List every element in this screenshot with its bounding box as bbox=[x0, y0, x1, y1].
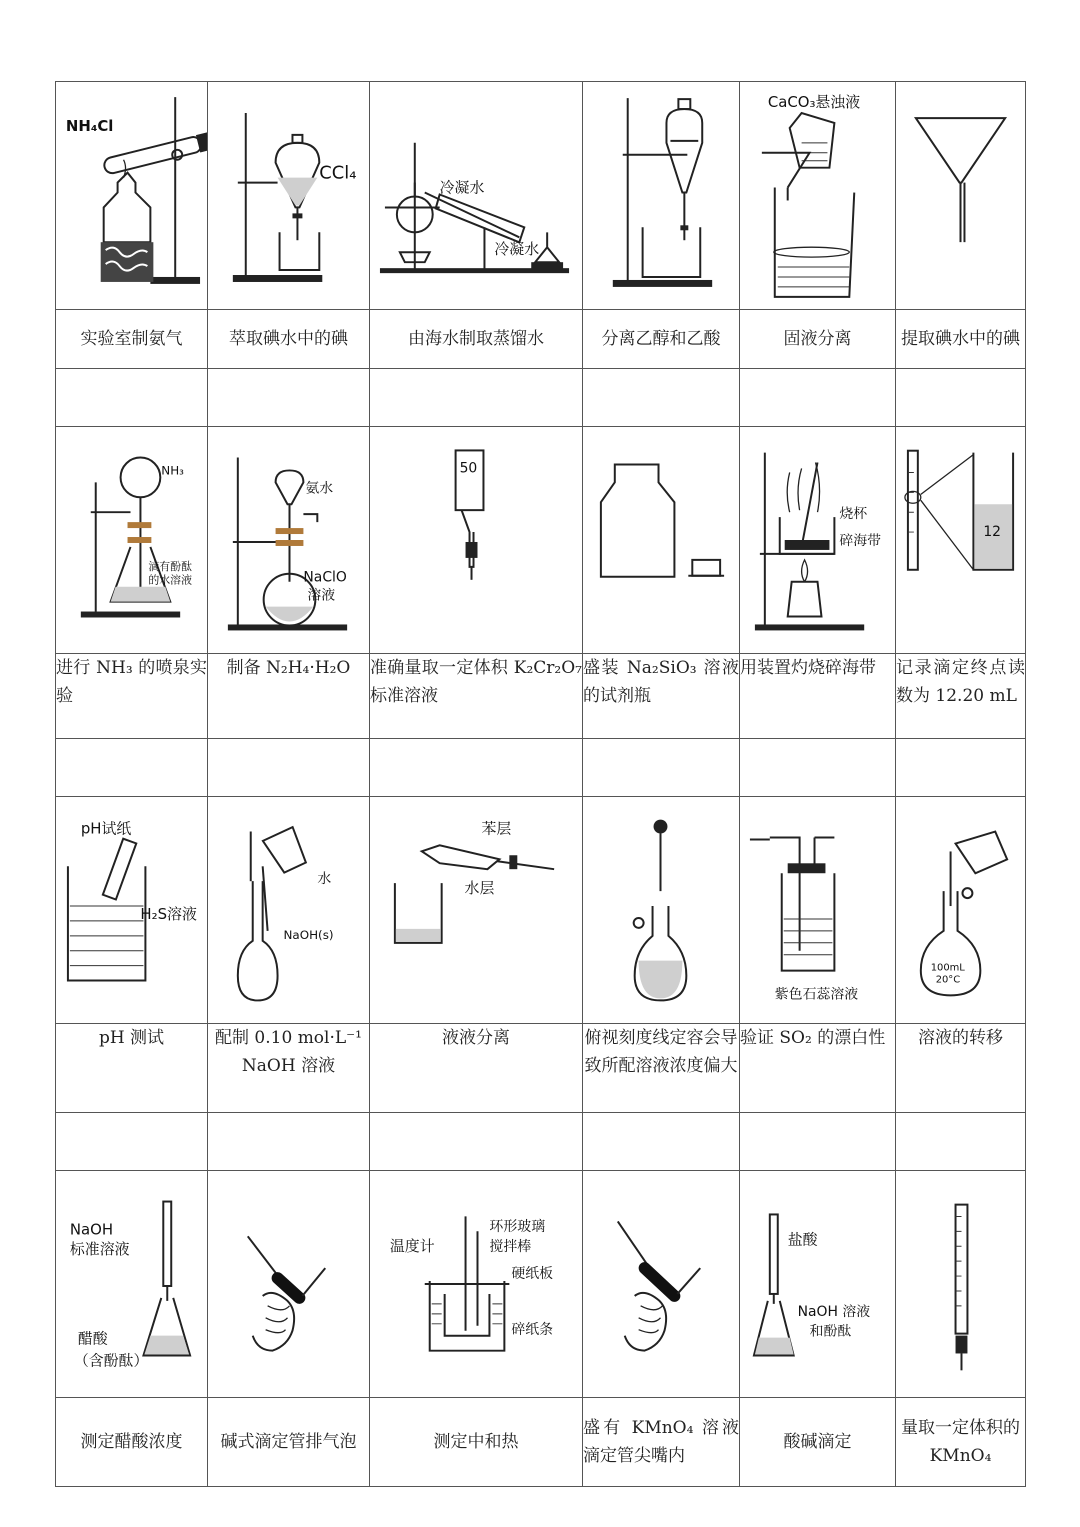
apparatus-measure-kmno4 bbox=[896, 1171, 1026, 1398]
caption-na2sio3-bottle: 盛装 Na₂SiO₃ 溶液的试剂瓶 bbox=[583, 654, 740, 739]
label-water-solution: 的水溶液 bbox=[148, 573, 193, 587]
label-condenser-out: 冷凝水 bbox=[494, 239, 540, 258]
empty-cell bbox=[56, 369, 208, 427]
label-ccl4: CCl₄ bbox=[319, 162, 357, 184]
caption-constant-volume: 俯视刻度线定容会导致所配溶液浓度偏大 bbox=[583, 1024, 740, 1113]
label-stir-rod: 搅拌棒 bbox=[489, 1239, 532, 1256]
apparatus-volumetric-flask-reading bbox=[583, 797, 740, 1024]
experiment-table-sheet bbox=[55, 81, 1025, 1487]
label-naclo: NaClO bbox=[303, 569, 347, 586]
empty-cell bbox=[896, 739, 1026, 797]
apparatus-so2-bleaching bbox=[740, 797, 896, 1024]
apparatus-distillation bbox=[370, 82, 583, 310]
label-ph-paper: pH试纸 bbox=[80, 819, 132, 838]
apparatus-ammonia-prep bbox=[56, 82, 208, 310]
label-naoh-solution: NaOH 溶液 bbox=[797, 1303, 871, 1320]
empty-cell bbox=[583, 1113, 740, 1171]
label-100ml: 100mL bbox=[930, 962, 965, 974]
caption-prepare-naoh: 配制 0.10 mol·L⁻¹ NaOH 溶液 bbox=[208, 1024, 370, 1113]
label-benzene-layer: 苯层 bbox=[481, 819, 512, 838]
label-with-phenolphthalein: （含酚酞） bbox=[73, 1351, 149, 1370]
apparatus-fountain-experiment bbox=[56, 427, 208, 654]
caption-measure-k2cr2o7: 准确量取一定体积 K₂Cr₂O₇ 标准溶液 bbox=[370, 654, 583, 739]
empty-cell bbox=[583, 369, 740, 427]
label-h2s-solution: H₂S溶液 bbox=[140, 904, 197, 923]
apparatus-acid-burette-50 bbox=[370, 427, 583, 654]
empty-cell bbox=[740, 369, 896, 427]
label-seaweed: 碎海带 bbox=[839, 532, 882, 549]
empty-cell bbox=[208, 1113, 370, 1171]
apparatus-liquid-separation bbox=[370, 797, 583, 1024]
empty-cell bbox=[896, 369, 1026, 427]
caption-n2h4-prep: 制备 N₂H₄·H₂O bbox=[208, 654, 370, 739]
label-reading-12: 12 bbox=[983, 524, 1001, 541]
caption-titration-reading: 记录滴定终点读数为 12.20 mL bbox=[896, 654, 1026, 739]
caption-ammonia-prep: 实验室制氨气 bbox=[56, 310, 208, 369]
label-phenolphthalein: 滴有酚酞 bbox=[148, 559, 193, 573]
apparatus-base-burette-bubble bbox=[208, 1171, 370, 1398]
empty-cell bbox=[56, 739, 208, 797]
label-nh3: NH₃ bbox=[161, 463, 184, 478]
label-standard-solution: 标准溶液 bbox=[69, 1240, 130, 1259]
apparatus-separatory-funnel-stand bbox=[583, 82, 740, 310]
label-litmus: 紫色石蕊溶液 bbox=[774, 986, 859, 1003]
empty-cell bbox=[370, 739, 583, 797]
caption-acetic-acid-titration: 测定醋酸浓度 bbox=[56, 1398, 208, 1487]
label-caco3-suspension: CaCO₃悬浊液 bbox=[767, 92, 861, 111]
apparatus-kmno4-burette-tip bbox=[583, 1171, 740, 1398]
caption-burn-seaweed: 用装置灼烧碎海带 bbox=[740, 654, 896, 739]
apparatus-separatory-funnel-ccl4 bbox=[208, 82, 370, 310]
apparatus-funnel bbox=[896, 82, 1026, 310]
apparatus-ph-test bbox=[56, 797, 208, 1024]
label-water-layer: 水层 bbox=[464, 879, 495, 898]
empty-cell bbox=[208, 739, 370, 797]
label-20c: 20°C bbox=[935, 974, 961, 986]
empty-cell bbox=[370, 369, 583, 427]
apparatus-prepare-naoh bbox=[208, 797, 370, 1024]
label-cardboard: 硬纸板 bbox=[511, 1266, 554, 1283]
caption-neutralization-heat: 测定中和热 bbox=[370, 1398, 583, 1487]
label-condenser-in: 冷凝水 bbox=[439, 178, 485, 197]
empty-cell bbox=[740, 1113, 896, 1171]
label-and-phenolphthalein: 和酚酞 bbox=[809, 1323, 852, 1340]
caption-so2-bleaching: 验证 SO₂ 的漂白性 bbox=[740, 1024, 896, 1113]
empty-cell bbox=[896, 1113, 1026, 1171]
caption-ph-test: pH 测试 bbox=[56, 1024, 208, 1113]
apparatus-burn-seaweed bbox=[740, 427, 896, 654]
label-paper-scraps: 碎纸条 bbox=[511, 1321, 554, 1338]
label-acetic-acid: 醋酸 bbox=[77, 1329, 108, 1348]
experiment-grid bbox=[55, 81, 1026, 1487]
label-beaker: 烧杯 bbox=[839, 506, 868, 523]
empty-cell bbox=[370, 1113, 583, 1171]
caption-fountain-experiment: 进行 NH₃ 的喷泉实验 bbox=[56, 654, 208, 739]
apparatus-acid-base-titration bbox=[740, 1171, 896, 1398]
label-naoh-solid: NaOH(s) bbox=[283, 927, 334, 942]
caption-liquid-separation: 液液分离 bbox=[370, 1024, 583, 1113]
apparatus-neutralization-heat bbox=[370, 1171, 583, 1398]
caption-measure-kmno4: 量取一定体积的 KMnO₄ bbox=[896, 1398, 1026, 1487]
empty-cell bbox=[208, 369, 370, 427]
label-ring-glass: 环形玻璃 bbox=[489, 1219, 546, 1236]
caption-extract-iodine: 萃取碘水中的碘 bbox=[208, 310, 370, 369]
label-thermometer: 温度计 bbox=[389, 1237, 435, 1256]
label-water: 水 bbox=[317, 871, 332, 888]
apparatus-filtration bbox=[740, 82, 896, 310]
empty-cell bbox=[56, 1113, 208, 1171]
label-solution: 溶液 bbox=[307, 587, 336, 604]
label-burette-50: 50 bbox=[459, 460, 478, 477]
apparatus-reagent-bottle bbox=[583, 427, 740, 654]
label-ammonia-water: 氨水 bbox=[305, 480, 334, 497]
caption-solution-transfer: 溶液的转移 bbox=[896, 1024, 1026, 1113]
apparatus-acetic-acid-titration bbox=[56, 1171, 208, 1398]
caption-kmno4-burette-tip: 盛有 KMnO₄ 溶液滴定管尖嘴内 bbox=[583, 1398, 740, 1487]
label-hydrochloric-acid: 盐酸 bbox=[787, 1230, 818, 1249]
apparatus-n2h4-prep bbox=[208, 427, 370, 654]
caption-distill-seawater: 由海水制取蒸馏水 bbox=[370, 310, 583, 369]
caption-extract-iodine-water: 提取碘水中的碘 bbox=[896, 310, 1026, 369]
empty-cell bbox=[583, 739, 740, 797]
caption-separate-ethanol-acetic: 分离乙醇和乙酸 bbox=[583, 310, 740, 369]
caption-base-burette-bubble: 碱式滴定管排气泡 bbox=[208, 1398, 370, 1487]
caption-solid-liquid-separation: 固液分离 bbox=[740, 310, 896, 369]
label-naoh: NaOH bbox=[69, 1220, 114, 1239]
label-nh4cl: NH₄Cl bbox=[65, 116, 114, 135]
apparatus-solution-transfer bbox=[896, 797, 1026, 1024]
apparatus-burette-reading bbox=[896, 427, 1026, 654]
caption-acid-base-titration: 酸碱滴定 bbox=[740, 1398, 896, 1487]
empty-cell bbox=[740, 739, 896, 797]
